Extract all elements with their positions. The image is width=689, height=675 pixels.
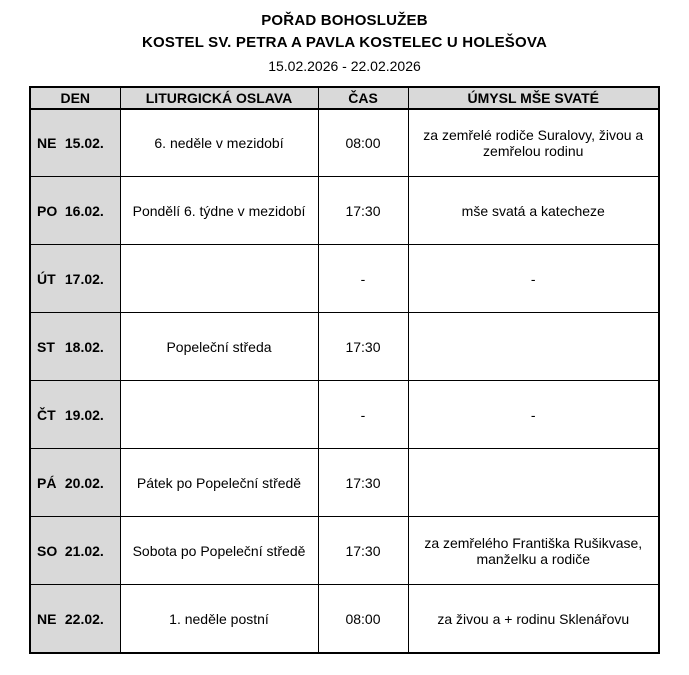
table-header	[30, 87, 659, 109]
day-cell	[30, 449, 120, 517]
column-header-intention: ÚMYSL MŠE SVATÉ	[408, 87, 659, 109]
intention-cell	[408, 449, 659, 517]
table-row	[30, 313, 659, 381]
celebration-cell	[120, 245, 318, 313]
column-header-celebration: LITURGICKÁ OSLAVA	[120, 87, 318, 109]
day-cell	[30, 585, 120, 653]
page-title: POŘAD BOHOSLUŽEB	[261, 12, 428, 29]
day-date: 18.02.	[64, 338, 104, 355]
time-cell: 17:30	[318, 517, 408, 585]
celebration-cell: Sobota po Popeleční středě	[120, 517, 318, 585]
day-abbrev: NE	[37, 610, 57, 627]
day-cell	[30, 245, 120, 313]
day-date: 20.02.	[64, 474, 104, 491]
intention-cell	[408, 313, 659, 381]
day-abbrev: NE	[37, 135, 57, 152]
day-cell	[30, 517, 120, 585]
celebration-cell: 1. neděle postní	[120, 585, 318, 653]
day-date: 22.02.	[64, 610, 104, 627]
day-abbrev: PÁ	[37, 474, 57, 491]
schedule-table	[29, 86, 660, 654]
column-header-time: ČAS	[318, 87, 408, 109]
table-row	[30, 517, 659, 585]
day-abbrev: PO	[37, 202, 58, 219]
intention-cell: -	[408, 245, 659, 313]
day-abbrev: ČT	[37, 406, 56, 423]
intention-cell: za živou a + rodinu Sklenářovu	[408, 585, 659, 653]
table-row	[30, 381, 659, 449]
day-cell	[30, 177, 120, 245]
column-header-den: DEN	[30, 87, 120, 109]
day-date: 16.02.	[64, 202, 104, 219]
celebration-cell	[120, 381, 318, 449]
intention-cell: za zemřelého Františka Rušikvase, manželku a rodiče	[408, 517, 659, 585]
day-cell	[30, 109, 120, 177]
day-date: 17.02.	[64, 270, 104, 287]
celebration-cell: Pátek po Popeleční středě	[120, 449, 318, 517]
time-cell: 17:30	[318, 177, 408, 245]
time-cell: 17:30	[318, 313, 408, 381]
day-date: 21.02.	[64, 542, 104, 559]
intention-cell: za zemřelé rodiče Suralovy, živou a zemřelou rodinu	[408, 109, 659, 177]
table-row	[30, 177, 659, 245]
table-row	[30, 109, 659, 177]
day-abbrev: ST	[37, 338, 55, 355]
day-date: 15.02.	[64, 135, 104, 152]
church-name: KOSTEL SV. PETRA A PAVLA KOSTELEC U HOLEŠOVA	[142, 33, 547, 51]
day-cell	[30, 381, 120, 449]
time-cell: -	[318, 381, 408, 449]
celebration-cell: Popeleční středa	[120, 313, 318, 381]
time-cell: 17:30	[318, 449, 408, 517]
document-header	[0, 10, 689, 76]
table-row	[30, 585, 659, 653]
day-abbrev: ÚT	[37, 270, 56, 287]
intention-cell: mše svatá a katecheze	[408, 177, 659, 245]
celebration-cell: 6. neděle v mezidobí	[120, 109, 318, 177]
intention-cell: -	[408, 381, 659, 449]
table-row	[30, 245, 659, 313]
time-cell: -	[318, 245, 408, 313]
day-cell	[30, 313, 120, 381]
table-row	[30, 449, 659, 517]
celebration-cell: Pondělí 6. týdne v mezidobí	[120, 177, 318, 245]
time-cell: 08:00	[318, 585, 408, 653]
date-range: 15.02.2026 - 22.02.2026	[268, 57, 421, 74]
time-cell: 08:00	[318, 109, 408, 177]
day-abbrev: SO	[37, 542, 58, 559]
day-date: 19.02.	[64, 406, 104, 423]
